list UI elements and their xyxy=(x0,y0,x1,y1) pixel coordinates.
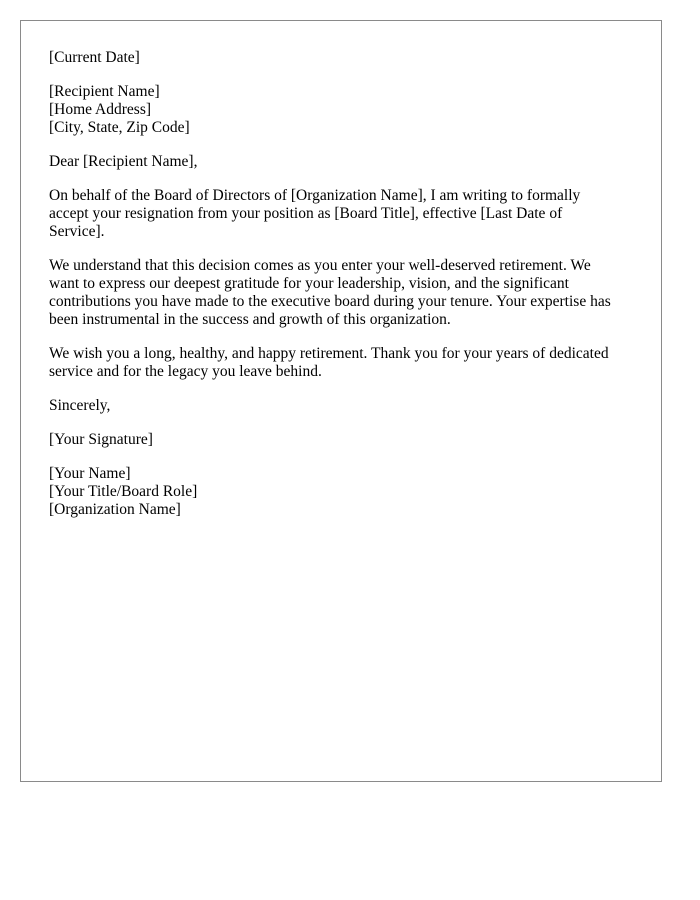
sender-title: [Your Title/Board Role] xyxy=(49,483,198,500)
recipient-address-block xyxy=(49,83,633,137)
sender-name: [Your Name] xyxy=(49,465,131,482)
body-line: contributions you have made to the executive board during your tenure. Your expertise has xyxy=(49,293,611,310)
closing: Sincerely, xyxy=(49,397,111,414)
body-line: On behalf of the Board of Directors of [Organization Name], I am writing to formally xyxy=(49,187,581,204)
sender-organization: [Organization Name] xyxy=(49,501,181,518)
recipient-name: [Recipient Name] xyxy=(49,83,160,100)
body-line: We wish you a long, healthy, and happy retirement. Thank you for your years of dedicated xyxy=(49,345,609,362)
date-block xyxy=(49,49,633,67)
body-line: Service]. xyxy=(49,223,105,240)
body-line: service and for the legacy you leave behind. xyxy=(49,363,322,380)
recipient-city-state-zip: [City, State, Zip Code] xyxy=(49,119,190,136)
body-line: We understand that this decision comes as you enter your well-deserved retirement. We xyxy=(49,257,591,274)
body-line: been instrumental in the success and growth of this organization. xyxy=(49,311,451,328)
body-line: accept your resignation from your position as [Board Title], effective [Last Date of xyxy=(49,205,563,222)
salutation: Dear [Recipient Name], xyxy=(49,153,198,170)
recipient-address: [Home Address] xyxy=(49,101,152,118)
closing-block xyxy=(49,397,633,415)
body-line: want to express our deepest gratitude for your leadership, vision, and the significant xyxy=(49,275,569,292)
salutation-block xyxy=(49,153,633,171)
letter-date: [Current Date] xyxy=(49,49,140,66)
body-paragraph-wishes xyxy=(49,345,633,381)
body-paragraph-acceptance xyxy=(49,187,633,241)
sender-block xyxy=(49,465,633,519)
signature-placeholder: [Your Signature] xyxy=(49,431,153,448)
letter-page xyxy=(20,20,662,782)
signature-block xyxy=(49,431,633,449)
body-paragraph-gratitude xyxy=(49,257,633,329)
